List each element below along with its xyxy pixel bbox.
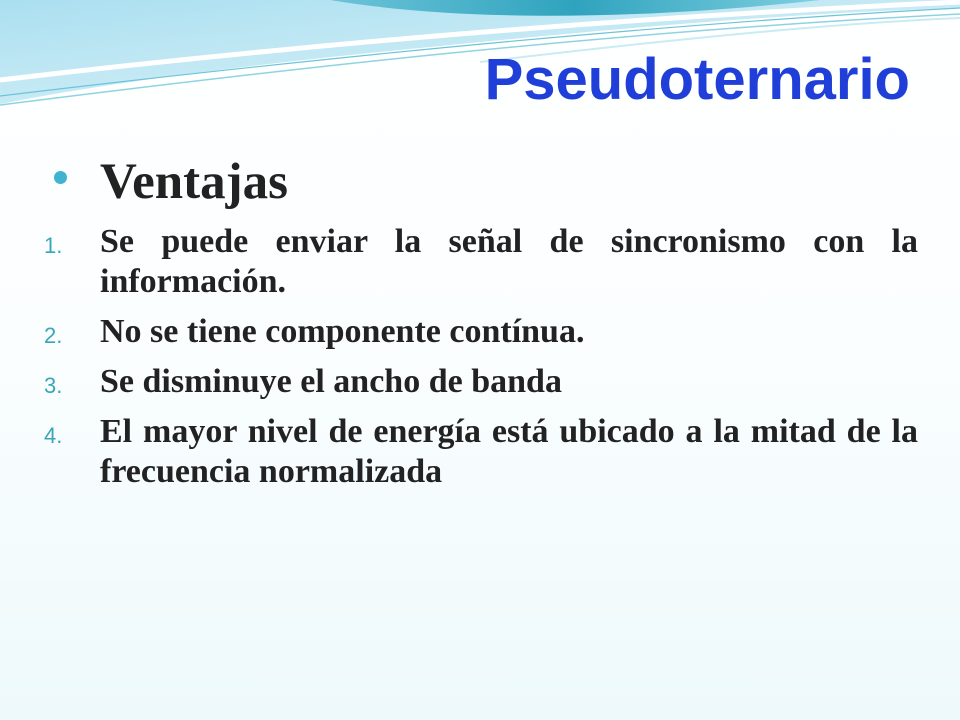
list-item: [44, 362, 918, 402]
slide-title: Pseudoternario: [484, 47, 910, 112]
item-number: 2.: [44, 323, 63, 348]
section-heading: Ventajas: [100, 154, 288, 210]
item-number: 1.: [44, 233, 63, 258]
bullet-dot: [54, 171, 67, 184]
item-text: No se tiene componente contínua.: [100, 313, 585, 350]
item-number: 4.: [44, 423, 63, 448]
numbered-list: [44, 222, 918, 502]
list-item: [44, 412, 918, 492]
item-number: 3.: [44, 373, 63, 398]
item-text: Se disminuye el ancho de banda: [100, 363, 562, 400]
item-text: Se puede enviar la señal de sincronismo con la información.: [100, 223, 918, 300]
list-item: [44, 312, 918, 352]
list-item: [44, 222, 918, 302]
item-text: El mayor nivel de energía está ubicado a la mitad de la frecuencia normalizada: [100, 413, 918, 490]
